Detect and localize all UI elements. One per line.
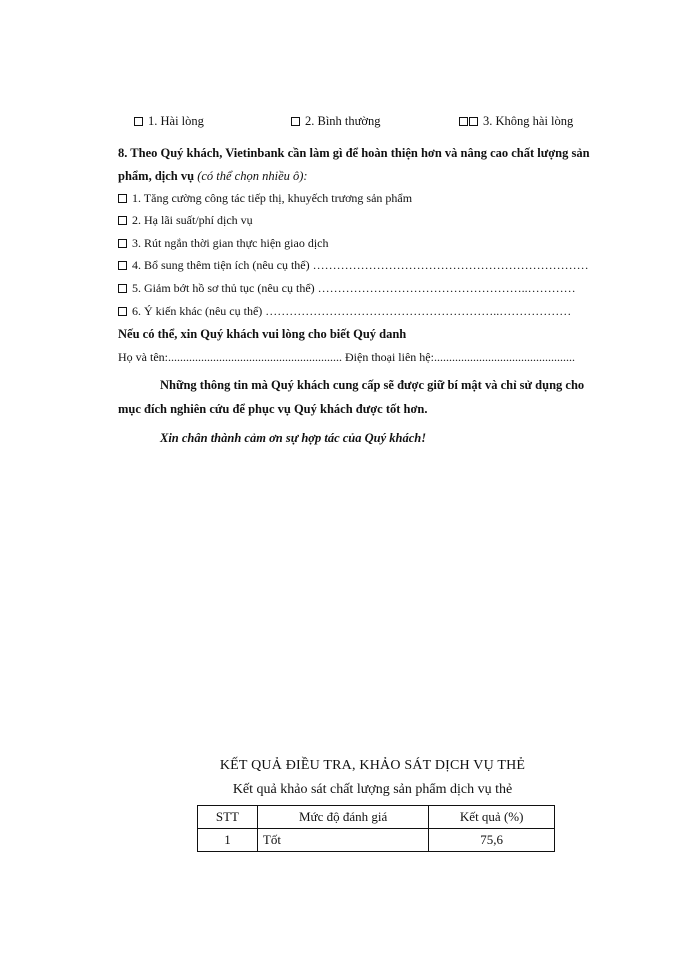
results-subtitle: Kết quả khảo sát chất lượng sản phẩm dịch vụ thẻ [232, 782, 513, 797]
q8-option-2-label: 2. Hạ lãi suất/phí dịch vụ [132, 213, 253, 227]
column-header-result: Kết quả (%) [429, 806, 555, 829]
q8-option-1-label: 1. Tăng cường công tác tiếp thị, khuyếch trương sản phẩm [132, 191, 413, 205]
q8-option-4-label: 4. Bổ sung thêm tiện ích (nêu cụ thể) …………………………………………………………… [132, 258, 589, 272]
checkbox-icon[interactable] [118, 261, 127, 270]
privacy-note-line1: Những thông tin mà Quý khách cung cấp sẽ được giữ bí mật và chỉ sử dụng cho [160, 378, 585, 392]
option-unsatisfied-label: 3. Không hài lòng [483, 114, 574, 128]
column-header-level: Mức độ đánh giá [257, 806, 428, 829]
q8-option-6[interactable] [118, 304, 571, 319]
q8-option-3[interactable] [118, 236, 328, 251]
results-table [197, 805, 555, 852]
table-row [198, 829, 555, 852]
question-8-line2 [118, 169, 308, 184]
checkbox-icon[interactable] [118, 216, 127, 225]
results-title: KẾT QUẢ ĐIỀU TRA, KHẢO SÁT DỊCH VỤ THẺ [219, 758, 526, 773]
q8-option-1[interactable] [118, 191, 412, 206]
question-8-line1: 8. Theo Quý khách, Vietinbank cần làm gì để hoàn thiện hơn và nâng cao chất lượng sản [118, 146, 590, 160]
column-header-stt: STT [198, 806, 258, 829]
checkbox-icon[interactable] [469, 117, 478, 126]
option-normal-label: 2. Bình thường [305, 114, 381, 128]
checkbox-icon[interactable] [291, 117, 300, 126]
table-header-row [198, 806, 555, 829]
cell-stt: 1 [198, 829, 258, 852]
checkbox-icon[interactable] [118, 307, 127, 316]
q8-option-5-label: 5. Giảm bớt hồ sơ thủ tục (nêu cụ thể) ……………………………………………..………… [132, 281, 576, 295]
cell-result: 75,6 [429, 829, 555, 852]
privacy-note-line2: mục đích nghiên cứu để phục vụ Quý khách được tốt hơn. [118, 402, 428, 416]
identity-heading: Nếu có thể, xin Quý khách vui lòng cho biết Quý danh [118, 327, 407, 341]
option-normal[interactable] [291, 114, 381, 129]
option-satisfied-label: 1. Hài lòng [148, 114, 204, 128]
thanks-text: Xin chân thành cảm ơn sự hợp tác của Quý khách! [160, 431, 427, 445]
q8-option-5[interactable] [118, 281, 576, 296]
checkbox-icon[interactable] [118, 284, 127, 293]
cell-level: Tốt [257, 829, 428, 852]
q8-option-3-label: 3. Rút ngắn thời gian thực hiện giao dịch [132, 236, 329, 250]
checkbox-icon[interactable] [118, 239, 127, 248]
q8-option-2[interactable] [118, 213, 253, 228]
checkbox-icon[interactable] [118, 194, 127, 203]
identity-fill-line[interactable]: Họ và tên:.......................................................... Điện thoại liên hệ:............................................... [118, 350, 575, 364]
option-satisfied[interactable] [134, 114, 204, 129]
checkbox-icon[interactable] [134, 117, 143, 126]
option-unsatisfied[interactable] [459, 114, 573, 129]
checkbox-icon[interactable] [459, 117, 468, 126]
question-8-hint: (có thể chọn nhiều ô): [197, 169, 308, 183]
question-8-line2-text: phẩm, dịch vụ [118, 169, 198, 183]
q8-option-4[interactable] [118, 258, 589, 273]
q8-option-6-label: 6. Ý kiến khác (nêu cụ thể) …………………………………………………..……………… [132, 304, 572, 318]
